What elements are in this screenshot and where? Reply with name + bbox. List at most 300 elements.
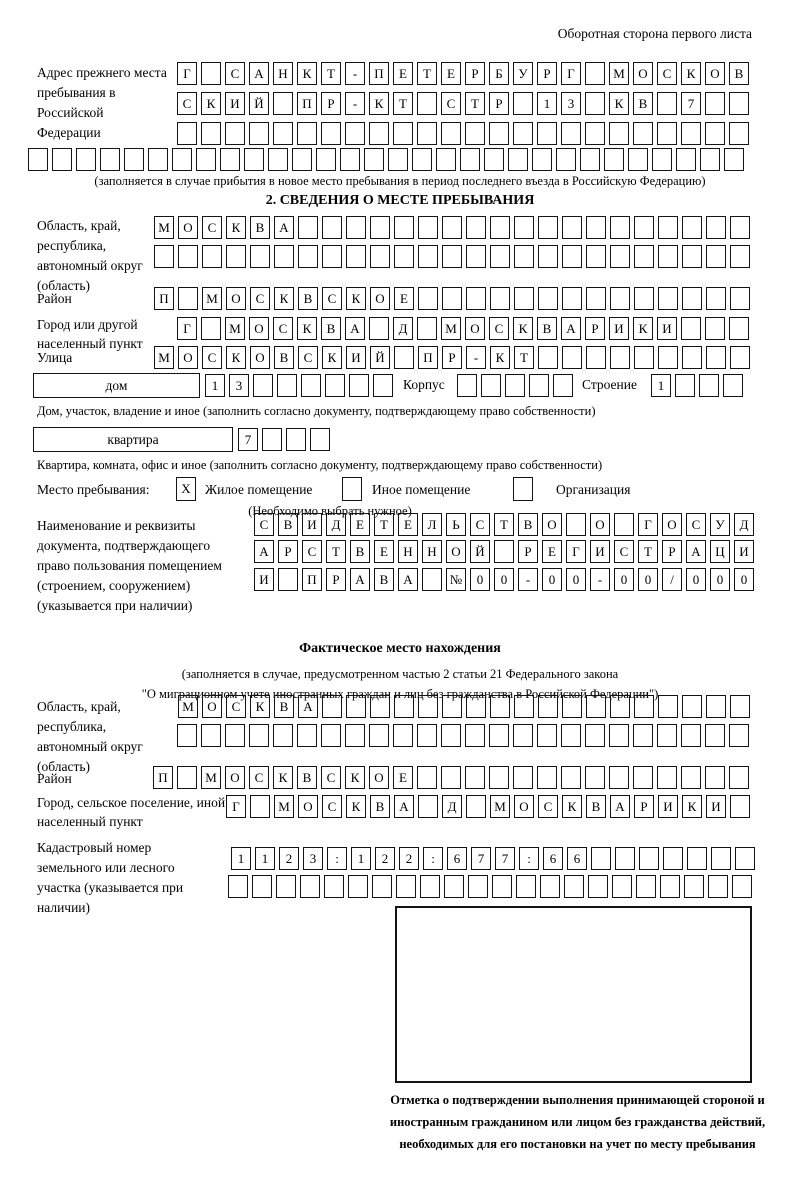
char-cell[interactable] xyxy=(466,695,486,718)
char-cell[interactable]: К xyxy=(322,346,342,369)
char-cell[interactable] xyxy=(490,287,510,310)
char-cell[interactable] xyxy=(562,346,582,369)
char-cell[interactable]: Л xyxy=(422,513,442,536)
char-cell[interactable]: С xyxy=(489,317,509,340)
char-cell[interactable]: Д xyxy=(734,513,754,536)
char-cell[interactable]: О xyxy=(465,317,485,340)
char-cell[interactable] xyxy=(705,92,725,115)
char-cell[interactable]: Г xyxy=(226,795,246,818)
char-cell[interactable]: В xyxy=(278,513,298,536)
char-cell[interactable] xyxy=(345,724,365,747)
char-cell[interactable] xyxy=(148,148,168,171)
char-cell[interactable]: И xyxy=(346,346,366,369)
char-cell[interactable]: О xyxy=(249,317,269,340)
char-cell[interactable] xyxy=(297,122,317,145)
char-cell[interactable] xyxy=(508,148,528,171)
char-cell[interactable] xyxy=(201,122,221,145)
char-cell[interactable] xyxy=(657,766,677,789)
char-cell[interactable]: О xyxy=(542,513,562,536)
char-cell[interactable]: - xyxy=(345,62,365,85)
char-cell[interactable]: Д xyxy=(393,317,413,340)
char-cell[interactable]: 1 xyxy=(205,374,225,397)
char-cell[interactable] xyxy=(393,724,413,747)
char-cell[interactable] xyxy=(729,92,749,115)
checkbox-zhiloe[interactable] xyxy=(176,477,196,501)
char-cell[interactable]: О xyxy=(370,287,390,310)
char-cell[interactable] xyxy=(562,695,582,718)
char-cell[interactable] xyxy=(706,346,726,369)
char-cell[interactable]: Е xyxy=(542,540,562,563)
char-cell[interactable] xyxy=(633,724,653,747)
char-cell[interactable]: А xyxy=(610,795,630,818)
char-cell[interactable]: Д xyxy=(326,513,346,536)
char-cell[interactable]: В xyxy=(633,92,653,115)
char-cell[interactable] xyxy=(538,245,558,268)
char-cell[interactable] xyxy=(297,724,317,747)
char-cell[interactable] xyxy=(322,245,342,268)
char-cell[interactable] xyxy=(177,766,197,789)
char-cell[interactable] xyxy=(609,766,629,789)
char-cell[interactable]: О xyxy=(590,513,610,536)
char-cell[interactable]: Г xyxy=(638,513,658,536)
char-cell[interactable]: А xyxy=(686,540,706,563)
char-cell[interactable]: Р xyxy=(326,568,346,591)
char-cell[interactable]: 7 xyxy=(471,847,491,870)
char-cell[interactable]: Е xyxy=(393,766,413,789)
char-cell[interactable] xyxy=(604,148,624,171)
char-cell[interactable]: Р xyxy=(518,540,538,563)
char-cell[interactable]: К xyxy=(513,317,533,340)
char-cell[interactable]: Т xyxy=(514,346,534,369)
char-cell[interactable]: 0 xyxy=(542,568,562,591)
char-cell[interactable] xyxy=(675,374,695,397)
char-cell[interactable]: В xyxy=(250,216,270,239)
char-cell[interactable]: С xyxy=(254,513,274,536)
char-cell[interactable]: К xyxy=(273,766,293,789)
char-cell[interactable]: Д xyxy=(442,795,462,818)
char-cell[interactable] xyxy=(705,766,725,789)
char-cell[interactable]: М xyxy=(490,795,510,818)
char-cell[interactable] xyxy=(177,724,197,747)
char-cell[interactable] xyxy=(612,875,632,898)
char-cell[interactable] xyxy=(586,245,606,268)
char-cell[interactable]: Е xyxy=(441,62,461,85)
char-cell[interactable]: К xyxy=(682,795,702,818)
char-cell[interactable] xyxy=(178,287,198,310)
char-cell[interactable] xyxy=(513,724,533,747)
char-cell[interactable] xyxy=(682,287,702,310)
char-cell[interactable] xyxy=(300,875,320,898)
char-cell[interactable]: Р xyxy=(634,795,654,818)
char-cell[interactable]: Р xyxy=(537,62,557,85)
char-cell[interactable]: Г xyxy=(566,540,586,563)
char-cell[interactable]: Е xyxy=(393,62,413,85)
char-cell[interactable] xyxy=(201,724,221,747)
char-cell[interactable]: 1 xyxy=(651,374,671,397)
char-cell[interactable]: К xyxy=(297,62,317,85)
char-cell[interactable]: К xyxy=(681,62,701,85)
char-cell[interactable]: О xyxy=(662,513,682,536)
char-cell[interactable] xyxy=(657,92,677,115)
checkbox-organizatsiya[interactable] xyxy=(513,477,533,501)
char-cell[interactable]: О xyxy=(178,216,198,239)
char-cell[interactable]: Р xyxy=(662,540,682,563)
char-cell[interactable]: К xyxy=(226,216,246,239)
char-cell[interactable] xyxy=(711,847,731,870)
char-cell[interactable] xyxy=(609,724,629,747)
char-cell[interactable] xyxy=(225,122,245,145)
char-cell[interactable]: - xyxy=(466,346,486,369)
char-cell[interactable] xyxy=(633,122,653,145)
char-cell[interactable] xyxy=(220,148,240,171)
char-cell[interactable] xyxy=(730,795,750,818)
char-cell[interactable]: С xyxy=(202,346,222,369)
char-cell[interactable] xyxy=(505,374,525,397)
char-cell[interactable] xyxy=(634,346,654,369)
char-cell[interactable] xyxy=(729,766,749,789)
char-cell[interactable] xyxy=(658,346,678,369)
char-cell[interactable]: М xyxy=(154,216,174,239)
char-cell[interactable] xyxy=(154,245,174,268)
char-cell[interactable]: Т xyxy=(638,540,658,563)
char-cell[interactable]: 1 xyxy=(351,847,371,870)
char-cell[interactable] xyxy=(250,245,270,268)
char-cell[interactable] xyxy=(561,122,581,145)
char-cell[interactable] xyxy=(682,695,702,718)
char-cell[interactable]: 0 xyxy=(710,568,730,591)
char-cell[interactable] xyxy=(586,695,606,718)
char-cell[interactable] xyxy=(514,695,534,718)
char-cell[interactable]: С xyxy=(538,795,558,818)
char-cell[interactable] xyxy=(532,148,552,171)
char-cell[interactable] xyxy=(202,245,222,268)
char-cell[interactable] xyxy=(705,724,725,747)
char-cell[interactable] xyxy=(349,374,369,397)
char-cell[interactable] xyxy=(369,317,389,340)
char-cell[interactable]: Р xyxy=(278,540,298,563)
char-cell[interactable]: О xyxy=(705,62,725,85)
char-cell[interactable] xyxy=(585,62,605,85)
char-cell[interactable]: С xyxy=(249,766,269,789)
char-cell[interactable]: К xyxy=(369,92,389,115)
char-cell[interactable]: В xyxy=(297,766,317,789)
char-cell[interactable]: Й xyxy=(470,540,490,563)
char-cell[interactable]: В xyxy=(586,795,606,818)
char-cell[interactable]: О xyxy=(225,766,245,789)
char-cell[interactable] xyxy=(610,245,630,268)
char-cell[interactable] xyxy=(252,875,272,898)
char-cell[interactable]: Г xyxy=(561,62,581,85)
char-cell[interactable]: И xyxy=(706,795,726,818)
char-cell[interactable] xyxy=(681,122,701,145)
char-cell[interactable]: 3 xyxy=(229,374,249,397)
char-cell[interactable] xyxy=(321,122,341,145)
char-cell[interactable] xyxy=(682,216,702,239)
char-cell[interactable] xyxy=(441,766,461,789)
char-cell[interactable]: К xyxy=(201,92,221,115)
char-cell[interactable] xyxy=(268,148,288,171)
char-cell[interactable] xyxy=(442,287,462,310)
char-cell[interactable]: : xyxy=(519,847,539,870)
char-cell[interactable]: № xyxy=(446,568,466,591)
char-cell[interactable] xyxy=(588,875,608,898)
char-cell[interactable] xyxy=(658,216,678,239)
char-cell[interactable]: - xyxy=(518,568,538,591)
char-cell[interactable]: 3 xyxy=(303,847,323,870)
char-cell[interactable] xyxy=(490,216,510,239)
char-cell[interactable] xyxy=(322,216,342,239)
char-cell[interactable] xyxy=(442,245,462,268)
char-cell[interactable] xyxy=(417,92,437,115)
char-cell[interactable]: С xyxy=(322,287,342,310)
char-cell[interactable] xyxy=(615,847,635,870)
char-cell[interactable]: 0 xyxy=(566,568,586,591)
char-cell[interactable]: Р xyxy=(321,92,341,115)
char-cell[interactable]: П xyxy=(153,766,173,789)
char-cell[interactable] xyxy=(633,766,653,789)
char-cell[interactable]: 0 xyxy=(638,568,658,591)
char-cell[interactable]: К xyxy=(490,346,510,369)
char-cell[interactable] xyxy=(585,92,605,115)
char-cell[interactable] xyxy=(489,122,509,145)
char-cell[interactable] xyxy=(369,724,389,747)
char-cell[interactable] xyxy=(394,346,414,369)
char-cell[interactable] xyxy=(490,695,510,718)
char-cell[interactable] xyxy=(658,245,678,268)
char-cell[interactable] xyxy=(468,875,488,898)
char-cell[interactable] xyxy=(553,374,573,397)
char-cell[interactable] xyxy=(724,148,744,171)
char-cell[interactable] xyxy=(276,875,296,898)
char-cell[interactable] xyxy=(636,875,656,898)
char-cell[interactable] xyxy=(564,875,584,898)
char-cell[interactable] xyxy=(730,216,750,239)
char-cell[interactable]: - xyxy=(345,92,365,115)
char-cell[interactable] xyxy=(585,122,605,145)
char-cell[interactable]: 2 xyxy=(279,847,299,870)
char-cell[interactable]: Т xyxy=(326,540,346,563)
char-cell[interactable]: М xyxy=(274,795,294,818)
char-cell[interactable]: Е xyxy=(398,513,418,536)
char-cell[interactable]: Р xyxy=(489,92,509,115)
char-cell[interactable] xyxy=(372,875,392,898)
char-cell[interactable] xyxy=(250,795,270,818)
char-cell[interactable]: И xyxy=(590,540,610,563)
char-cell[interactable] xyxy=(556,148,576,171)
char-cell[interactable] xyxy=(465,766,485,789)
char-cell[interactable]: У xyxy=(710,513,730,536)
char-cell[interactable] xyxy=(580,148,600,171)
char-cell[interactable] xyxy=(538,287,558,310)
char-cell[interactable] xyxy=(277,374,297,397)
char-cell[interactable]: В xyxy=(274,346,294,369)
char-cell[interactable]: К xyxy=(250,695,270,718)
char-cell[interactable] xyxy=(561,766,581,789)
char-cell[interactable]: В xyxy=(298,287,318,310)
char-cell[interactable] xyxy=(708,875,728,898)
char-cell[interactable] xyxy=(225,724,245,747)
char-cell[interactable]: К xyxy=(274,287,294,310)
char-cell[interactable] xyxy=(466,245,486,268)
char-cell[interactable] xyxy=(278,568,298,591)
char-cell[interactable]: А xyxy=(249,62,269,85)
char-cell[interactable] xyxy=(346,245,366,268)
char-cell[interactable]: О xyxy=(298,795,318,818)
char-cell[interactable] xyxy=(373,374,393,397)
char-cell[interactable] xyxy=(420,875,440,898)
char-cell[interactable] xyxy=(321,724,341,747)
char-cell[interactable] xyxy=(684,875,704,898)
char-cell[interactable] xyxy=(663,847,683,870)
char-cell[interactable] xyxy=(388,148,408,171)
char-cell[interactable]: А xyxy=(398,568,418,591)
char-cell[interactable]: Н xyxy=(422,540,442,563)
char-cell[interactable] xyxy=(393,122,413,145)
char-cell[interactable] xyxy=(628,148,648,171)
char-cell[interactable]: И xyxy=(658,795,678,818)
char-cell[interactable] xyxy=(481,374,501,397)
char-cell[interactable]: О xyxy=(202,695,222,718)
char-cell[interactable] xyxy=(657,122,677,145)
char-cell[interactable]: А xyxy=(298,695,318,718)
char-cell[interactable]: К xyxy=(346,795,366,818)
char-cell[interactable] xyxy=(249,122,269,145)
char-cell[interactable] xyxy=(465,122,485,145)
char-cell[interactable]: О xyxy=(178,346,198,369)
char-cell[interactable] xyxy=(682,346,702,369)
char-cell[interactable] xyxy=(514,287,534,310)
char-cell[interactable]: Й xyxy=(249,92,269,115)
char-cell[interactable] xyxy=(537,766,557,789)
char-cell[interactable]: 0 xyxy=(614,568,634,591)
char-cell[interactable] xyxy=(394,216,414,239)
char-cell[interactable]: Т xyxy=(417,62,437,85)
char-cell[interactable] xyxy=(610,695,630,718)
char-cell[interactable] xyxy=(417,317,437,340)
char-cell[interactable] xyxy=(514,216,534,239)
char-cell[interactable]: Й xyxy=(370,346,390,369)
char-cell[interactable] xyxy=(489,766,509,789)
char-cell[interactable] xyxy=(226,245,246,268)
char-cell[interactable]: К xyxy=(226,346,246,369)
char-cell[interactable]: В xyxy=(537,317,557,340)
char-cell[interactable] xyxy=(634,216,654,239)
char-cell[interactable] xyxy=(249,724,269,747)
char-cell[interactable]: 0 xyxy=(734,568,754,591)
char-cell[interactable] xyxy=(634,287,654,310)
char-cell[interactable] xyxy=(417,766,437,789)
char-cell[interactable] xyxy=(540,875,560,898)
char-cell[interactable] xyxy=(723,374,743,397)
char-cell[interactable]: С xyxy=(273,317,293,340)
char-cell[interactable] xyxy=(370,695,390,718)
char-cell[interactable]: 2 xyxy=(399,847,419,870)
char-cell[interactable]: П xyxy=(297,92,317,115)
char-cell[interactable]: М xyxy=(201,766,221,789)
char-cell[interactable]: С xyxy=(686,513,706,536)
char-cell[interactable] xyxy=(325,374,345,397)
char-cell[interactable]: Т xyxy=(465,92,485,115)
char-cell[interactable] xyxy=(561,724,581,747)
char-cell[interactable]: И xyxy=(254,568,274,591)
char-cell[interactable] xyxy=(348,875,368,898)
char-cell[interactable]: 2 xyxy=(375,847,395,870)
char-cell[interactable]: Р xyxy=(585,317,605,340)
char-cell[interactable] xyxy=(634,695,654,718)
char-cell[interactable] xyxy=(562,245,582,268)
char-cell[interactable]: В xyxy=(374,568,394,591)
char-cell[interactable]: 6 xyxy=(543,847,563,870)
char-cell[interactable]: М xyxy=(202,287,222,310)
char-cell[interactable] xyxy=(537,122,557,145)
char-cell[interactable]: А xyxy=(345,317,365,340)
char-cell[interactable] xyxy=(460,148,480,171)
char-cell[interactable] xyxy=(418,245,438,268)
char-cell[interactable]: Т xyxy=(321,62,341,85)
char-cell[interactable]: И xyxy=(609,317,629,340)
char-cell[interactable] xyxy=(735,847,755,870)
char-cell[interactable]: 1 xyxy=(231,847,251,870)
char-cell[interactable] xyxy=(292,148,312,171)
char-cell[interactable]: Т xyxy=(494,513,514,536)
char-cell[interactable] xyxy=(652,148,672,171)
char-cell[interactable] xyxy=(417,122,437,145)
char-cell[interactable]: : xyxy=(423,847,443,870)
char-cell[interactable]: К xyxy=(633,317,653,340)
char-cell[interactable]: М xyxy=(154,346,174,369)
char-cell[interactable] xyxy=(100,148,120,171)
char-cell[interactable] xyxy=(442,216,462,239)
char-cell[interactable]: 3 xyxy=(561,92,581,115)
char-cell[interactable]: В xyxy=(729,62,749,85)
char-cell[interactable]: К xyxy=(562,795,582,818)
char-cell[interactable]: Т xyxy=(374,513,394,536)
char-cell[interactable]: О xyxy=(226,287,246,310)
char-cell[interactable]: С xyxy=(226,695,246,718)
char-cell[interactable] xyxy=(316,148,336,171)
char-cell[interactable]: О xyxy=(633,62,653,85)
char-cell[interactable]: П xyxy=(369,62,389,85)
char-cell[interactable] xyxy=(492,875,512,898)
char-cell[interactable] xyxy=(370,216,390,239)
char-cell[interactable]: 1 xyxy=(537,92,557,115)
char-cell[interactable]: А xyxy=(274,216,294,239)
char-cell[interactable] xyxy=(657,724,677,747)
char-cell[interactable]: С xyxy=(322,795,342,818)
char-cell[interactable] xyxy=(730,287,750,310)
char-cell[interactable] xyxy=(730,245,750,268)
char-cell[interactable] xyxy=(682,245,702,268)
char-cell[interactable] xyxy=(273,122,293,145)
char-cell[interactable] xyxy=(706,287,726,310)
char-cell[interactable]: М xyxy=(609,62,629,85)
char-cell[interactable] xyxy=(322,695,342,718)
char-cell[interactable] xyxy=(422,568,442,591)
char-cell[interactable] xyxy=(610,287,630,310)
char-cell[interactable] xyxy=(364,148,384,171)
char-cell[interactable]: 0 xyxy=(470,568,490,591)
char-cell[interactable]: И xyxy=(657,317,677,340)
char-cell[interactable] xyxy=(418,287,438,310)
char-cell[interactable]: У xyxy=(513,62,533,85)
char-cell[interactable] xyxy=(457,374,477,397)
char-cell[interactable] xyxy=(538,346,558,369)
char-cell[interactable]: И xyxy=(225,92,245,115)
char-cell[interactable] xyxy=(586,216,606,239)
char-cell[interactable] xyxy=(729,317,749,340)
char-cell[interactable] xyxy=(298,216,318,239)
char-cell[interactable]: Е xyxy=(394,287,414,310)
